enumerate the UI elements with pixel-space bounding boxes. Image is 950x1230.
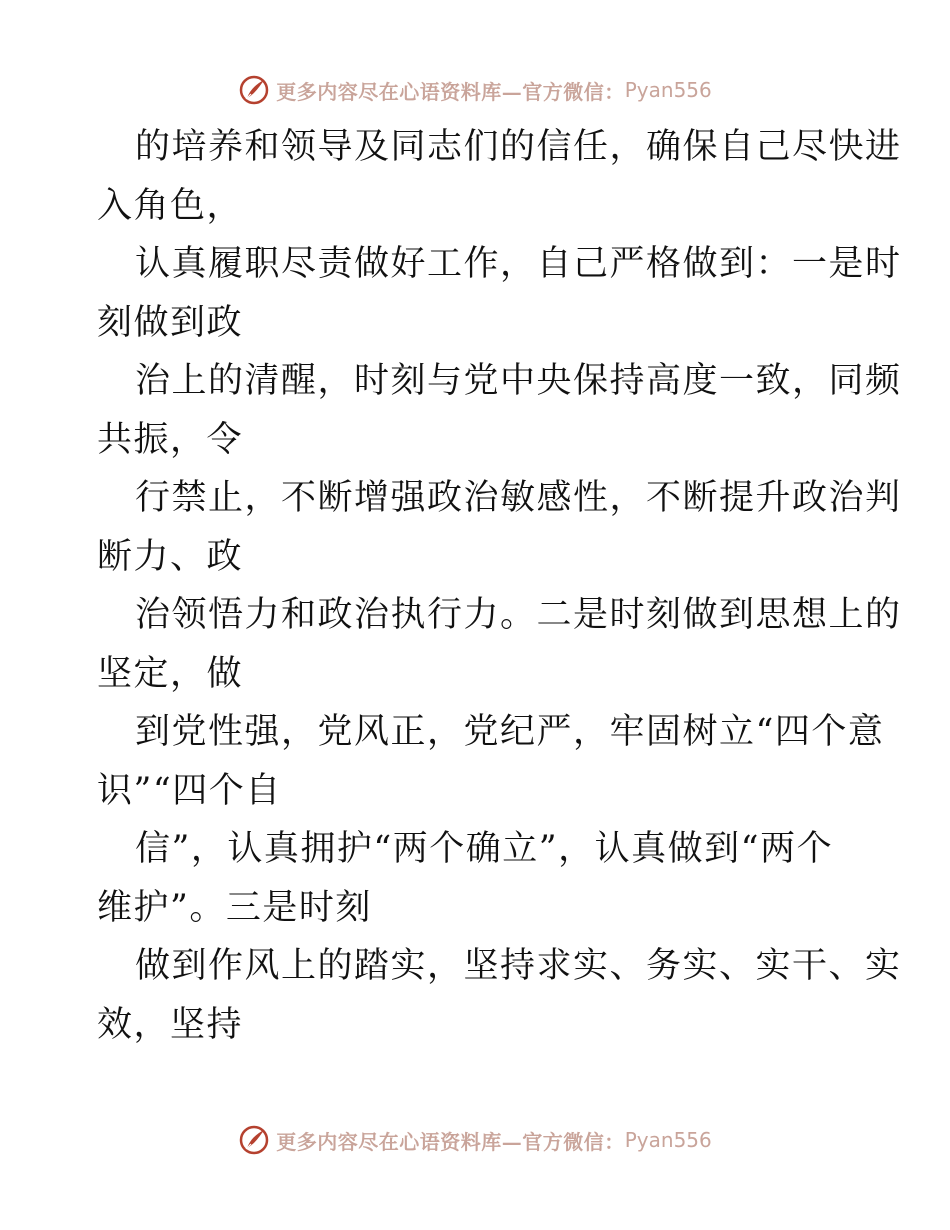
feather-pen-logo-icon — [238, 1124, 270, 1156]
text-line: 断力、政 — [97, 536, 244, 577]
text-line: 行禁止，不断增强政治敏感性，不断提升政治判 — [135, 478, 902, 518]
text-line: 维护”。三是时刻 — [97, 887, 372, 928]
text-line: 信”，认真拥护“两个确立”，认真做到“两个 — [135, 829, 834, 869]
feather-pen-logo-icon — [238, 74, 270, 106]
watermark-account: Pyan556 — [624, 78, 712, 102]
text-line: 入角色， — [97, 185, 244, 226]
text-line: 做到作风上的踏实，坚持求实、务实、实干、实 — [135, 946, 902, 986]
text-line: 治领悟力和政治执行力。二是时刻做到思想上的 — [135, 595, 902, 635]
watermark-text: 更多内容尽在心语资料库—官方微信： — [276, 79, 625, 104]
document-body — [97, 118, 902, 1054]
text-line: 的培养和领导及同志们的信任，确保自己尽快进 — [135, 127, 902, 167]
text-line: 共振，令 — [97, 419, 244, 460]
watermark-text: 更多内容尽在心语资料库—官方微信： — [276, 1129, 625, 1154]
text-line: 识”“四个自 — [97, 770, 282, 811]
text-line: 到党性强，党风正，党纪严，牢固树立“四个意 — [135, 712, 885, 752]
text-line: 治上的清醒，时刻与党中央保持高度一致，同频 — [135, 361, 902, 401]
text-line: 坚定，做 — [97, 653, 244, 694]
text-line: 刻做到政 — [97, 302, 244, 343]
footer-watermark — [0, 1120, 950, 1160]
text-line: 认真履职尽责做好工作，自己严格做到：一是时 — [135, 244, 902, 284]
header-watermark — [0, 70, 950, 110]
text-line: 效，坚持 — [97, 1004, 244, 1045]
watermark-account: Pyan556 — [624, 1128, 712, 1152]
